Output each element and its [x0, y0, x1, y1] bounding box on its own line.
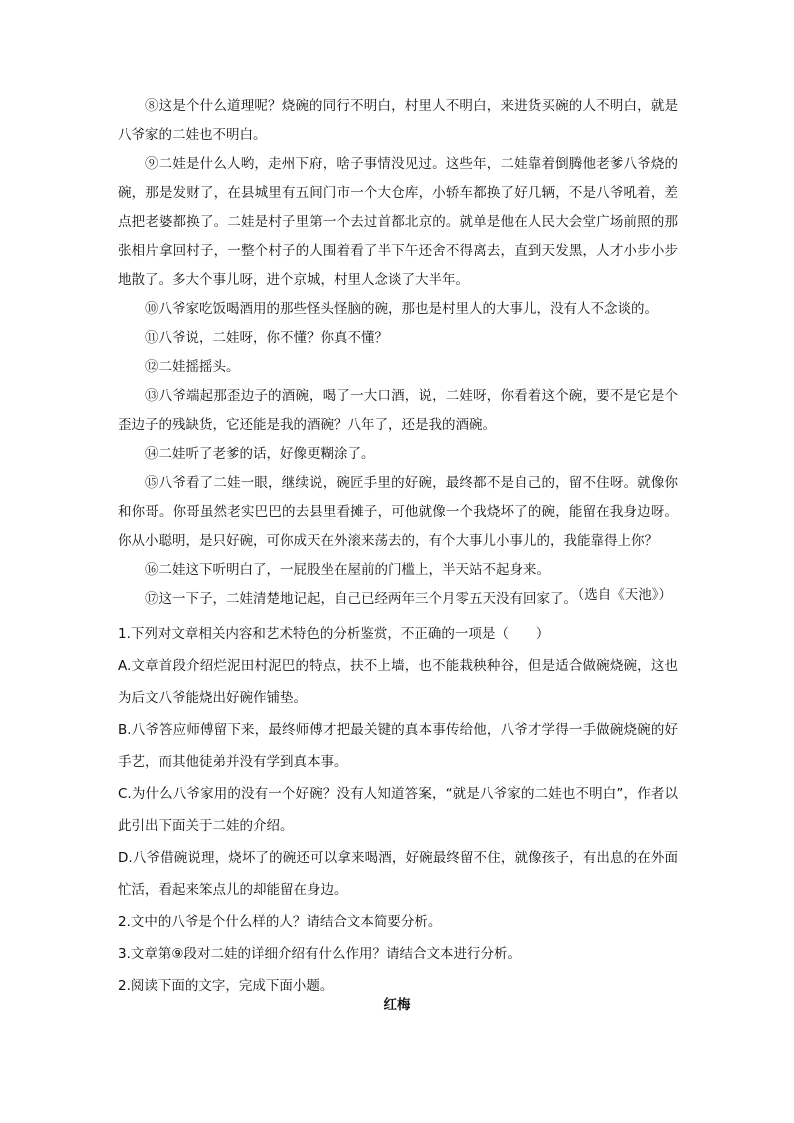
option-a: A.文章首段介绍烂泥田村泥巴的特点，扶不上墙，也不能栽秧种谷，但是适合做碗烧碗，这也为后文八爷能烧出好碗作铺垫。: [118, 658, 678, 706]
paragraph-10: ⑩八爷家吃饭喝酒用的那些怪头怪脑的碗，那也是村里人的大事儿，没有人不念谈的。: [145, 301, 658, 317]
question-3: 3.文章第⑨段对二娃的详细介绍有什么作用？请结合文本进行分析。: [118, 946, 521, 962]
paragraph-13: ⑬八爷端起那歪边子的酒碗，喝了一大口酒，说，二娃呀，你看着这个碗，要不是它是个歪边子的残缺货，它还能是我的酒碗？八年了，还是我的酒碗。: [118, 388, 678, 433]
paragraph-9: ⑨二娃是什么人哟，走州下府，啥子事情没见过。这些年，二娃靠着倒腾他老爹八爷烧的碗，那是发财了，在县城里有五间门市一个大仓库，小轿车都换了好几辆，不是八爷吼着，差点把老婆都换了。二娃是村子里第一个去过首都北京的。就单是他在人民大会堂广场前照的那张相片拿回村子，一整个村子的人围着看了半下午还舍不得离去，直到天发黑，人才小步小步地散了。多大个事儿呀，进个京城，村里人念谈了大半年。: [118, 156, 678, 288]
option-b: B.八爷答应师傅留下来，最终师傅才把最关键的真本事传给他，八爷才学得一手做碗烧碗的好手艺，而其他徒弟并没有学到真本事。: [118, 722, 678, 770]
paragraph-15: ⑮八爷看了二娃一眼，继续说，碗匠手里的好碗，最终都不是自己的，留不住呀。就像你和你哥。你哥虽然老实巴巴的去县里看摊子，可他就像一个我烧坏了的碗，能留在我身边呀。你从小聪明，是只好碗，可你成天在外滚来荡去的，有个大事儿小事儿的，我能靠得上你？: [118, 475, 678, 549]
question-1-stem: 1.下列对文章相关内容和艺术特色的分析鉴赏，不正确的一项是（ ）: [118, 626, 550, 642]
question-list: [118, 618, 678, 1002]
option-c: C.为什么八爷家用的没有一个好碗？没有人知道答案，“就是八爷家的二娃也不明白”，作者以此引出下面关于二娃的介绍。: [118, 786, 678, 834]
story-passage: [118, 92, 678, 614]
next-section-instruction: 2.阅读下面的文字，完成下面小题。: [118, 978, 334, 994]
paragraph-16: ⑯二娃这下听明白了，一屁股坐在屋前的门槛上，半天站不起身来。: [145, 562, 550, 578]
question-2: 2.文中的八爷是个什么样的人？请结合文本简要分析。: [118, 914, 442, 930]
paragraph-11: ⑪八爷说，二娃呀，你不懂？你真不懂？: [145, 330, 388, 346]
paragraph-8: ⑧这是个什么道理呢？烧碗的同行不明白，村里人不明白，来进货买碗的人不明白，就是八爷家的二娃也不明白。: [118, 98, 678, 143]
paragraph-14: ⑭二娃听了老爹的话，好像更糊涂了。: [145, 446, 375, 462]
option-d: D.八爷借碗说理，烧坏了的碗还可以拿来喝酒，好碗最终留不住，就像孩子，有出息的在外面忙活，看起来笨点儿的却能留在身边。: [118, 850, 678, 898]
next-passage-title: 红梅: [383, 997, 411, 1013]
paragraph-12: ⑫二娃摇摇头。: [145, 359, 240, 375]
paragraph-17: ⑰这一下子，二娃清楚地记起，自己已经两年三个月零五天没有回家了。: [145, 591, 577, 607]
source-citation: （选自《天池》）: [570, 587, 672, 603]
